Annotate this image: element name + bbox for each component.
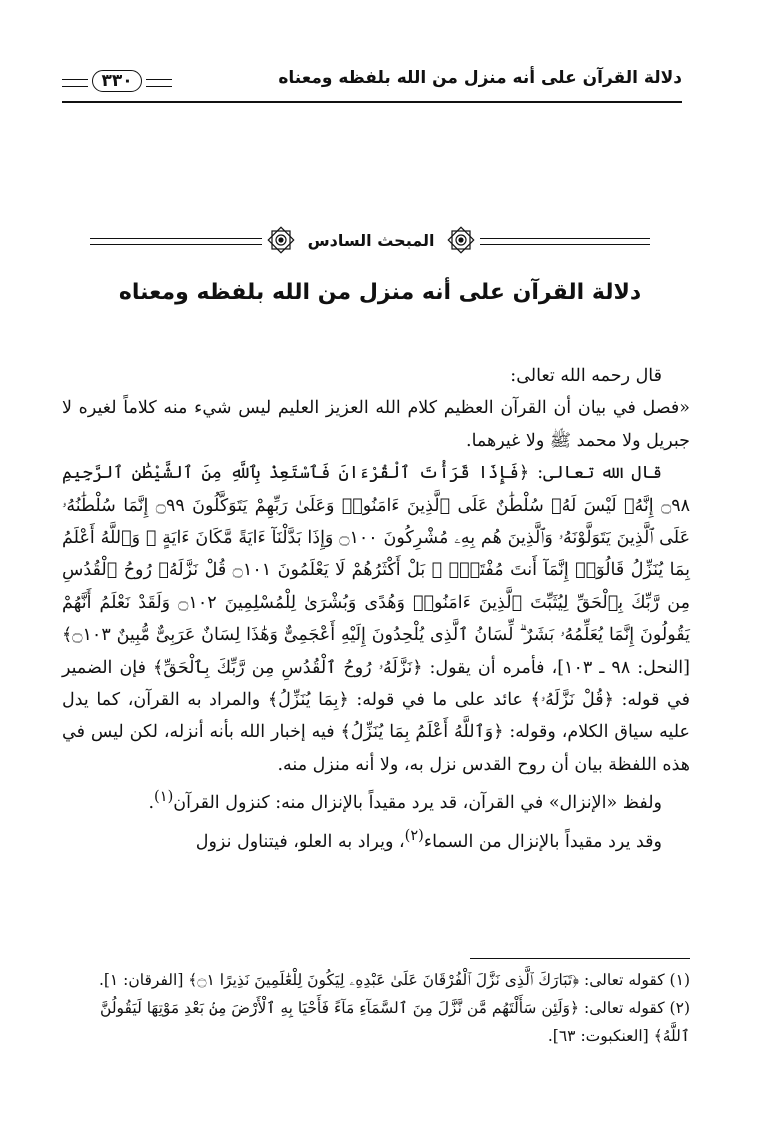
quote-paragraph: «فصل في بيان أن القرآن العظيم كلام الله العزيز العليم ليس شيء منه كلاماً لغيره لا جبريل ولا محمد ﷺ ولا غيرهما. bbox=[62, 398, 690, 451]
footnote-number: (١) bbox=[669, 971, 690, 989]
footnote-ref: (٢) bbox=[404, 826, 424, 844]
footnote-text: كقوله تعالى: ﴿وَلَئِن سَأَلْتَهُم مَّن نَّزَّلَ مِنَ ٱلسَّمَآءِ مَآءً فَأَحْيَا بِهِ ٱلْأَرْضَ مِنۢ بَعْدِ مَوْتِهَا لَيَقُولُنَّ ٱللَّهُ﴾ [العنكبوت: ٦٣]. bbox=[100, 999, 690, 1045]
verse-intro: قال الله تعالى: bbox=[529, 463, 662, 484]
running-title: دلالة القرآن على أنه منزل من الله بلفظه ومعناه bbox=[278, 68, 682, 88]
star-ornament-icon bbox=[444, 223, 478, 257]
banner-rule-left bbox=[90, 238, 262, 245]
intro-line: قال رحمه الله تعالى: bbox=[510, 366, 662, 386]
commentary-text: فأمره أن يقول: ﴿نَزَّلَهُۥ رُوحُ ٱلْقُدُسِ مِن رَّبِّكَ بِٱلْحَقِّ﴾ فإن الضمير في قوله: ﴿قُلْ نَزَّلَهُۥ﴾ عائد على ما في قوله: ﴿بِمَا يُنَزِّلُ﴾ والمراد به القرآن، كما يدل عليه سياق الكلام، وقوله: ﴿وَٱللَّهُ أَعْلَمُ بِمَا يُنَزِّلُ﴾ فيه إخبار الله بأنه أنزله، لكن ليس في هذه اللفظة بيان أن روح القدس نزل به، ولا أنه منزل منه. bbox=[62, 657, 690, 775]
footnote-ref: (١) bbox=[154, 788, 174, 806]
paragraph-text: ، ويراد به العلو، فيتناول نزول bbox=[195, 831, 405, 852]
paragraph-sky bbox=[62, 820, 690, 858]
section-title: دلالة القرآن على أنه منزل من الله بلفظه ومعناه bbox=[118, 280, 642, 305]
paragraph-text: . bbox=[148, 793, 155, 814]
banner-center bbox=[262, 220, 480, 260]
footnote-divider bbox=[470, 958, 690, 959]
banner-rule-right bbox=[480, 238, 650, 245]
footnotes bbox=[62, 966, 690, 1050]
footnote bbox=[62, 966, 690, 994]
body-text bbox=[62, 360, 690, 858]
verse-paragraph bbox=[62, 457, 690, 781]
header-divider bbox=[62, 101, 682, 103]
page-number-rule-left bbox=[62, 79, 88, 87]
paragraph-text: وقد يرد مقيداً بالإنزال من السماء bbox=[423, 831, 662, 852]
page-number-badge bbox=[62, 66, 172, 96]
footnote-text: كقوله تعالى: ﴿تَبَارَكَ ٱلَّذِى نَزَّلَ ٱلْفُرْقَانَ عَلَىٰ عَبْدِهِۦ لِيَكُونَ لِلْعَٰلَمِينَ نَذِيرًا ۝١﴾ [الفرقان: ١]. bbox=[98, 971, 665, 989]
paragraph-text: ولفظ «الإنزال» في القرآن، قد يرد مقيداً بالإنزال منه: كنزول القرآن bbox=[173, 793, 662, 814]
section-banner bbox=[90, 220, 650, 260]
quran-verse: ﴿فَإِذَا قَرَأْتَ ٱلْقُرْءَانَ فَٱسْتَعِذْ بِٱللَّهِ مِنَ ٱلشَّيْطَٰنِ ٱلرَّجِيمِ ۝٩٨ إِنَّهُۥ لَيْسَ لَهُۥ سُلْطَٰنٌ عَلَى ٱلَّذِينَ ءَامَنُوا۟ وَعَلَىٰ رَبِّهِمْ يَتَوَكَّلُونَ ۝٩٩ إِنَّمَا سُلْطَٰنُهُۥ عَلَى ٱلَّذِينَ يَتَوَلَّوْنَهُۥ وَٱلَّذِينَ هُم بِهِۦ مُشْرِكُونَ ۝١٠٠ وَإِذَا بَدَّلْنَآ ءَايَةً مَّكَانَ ءَايَةٍ ۙ وَٱللَّهُ أَعْلَمُ بِمَا يُنَزِّلُ قَالُوٓا۟ إِنَّمَآ أَنتَ مُفْتَرٍۭ ۚ بَلْ أَكْثَرُهُمْ لَا يَعْلَمُونَ ۝١٠١ قُلْ نَزَّلَهُۥ رُوحُ ٱلْقُدُسِ مِن رَّبِّكَ بِٱلْحَقِّ لِيُثَبِّتَ ٱلَّذِينَ ءَامَنُوا۟ وَهُدًى وَبُشْرَىٰ لِلْمُسْلِمِينَ ۝١٠٢ وَلَقَدْ نَعْلَمُ أَنَّهُمْ يَقُولُونَ إِنَّمَا يُعَلِّمُهُۥ بَشَرٌ ۗ لِّسَانُ ٱلَّذِى يُلْحِدُونَ إِلَيْهِ أَعْجَمِىٌّ وَهَٰذَا لِسَانٌ عَرَبِىٌّ مُّبِينٌ ۝١٠٣﴾ bbox=[62, 463, 691, 646]
footnote bbox=[62, 994, 690, 1050]
paragraph-inzal bbox=[62, 781, 690, 819]
footnote-number: (٢) bbox=[669, 999, 690, 1017]
section-label: المبحث السادس bbox=[307, 230, 435, 250]
verse-reference: [النحل: ٩٨ ـ ١٠٣]، bbox=[544, 657, 690, 678]
page-number: ٣٣٠ bbox=[92, 70, 141, 92]
star-ornament-icon bbox=[264, 223, 298, 257]
page-number-rule-right bbox=[146, 79, 172, 87]
